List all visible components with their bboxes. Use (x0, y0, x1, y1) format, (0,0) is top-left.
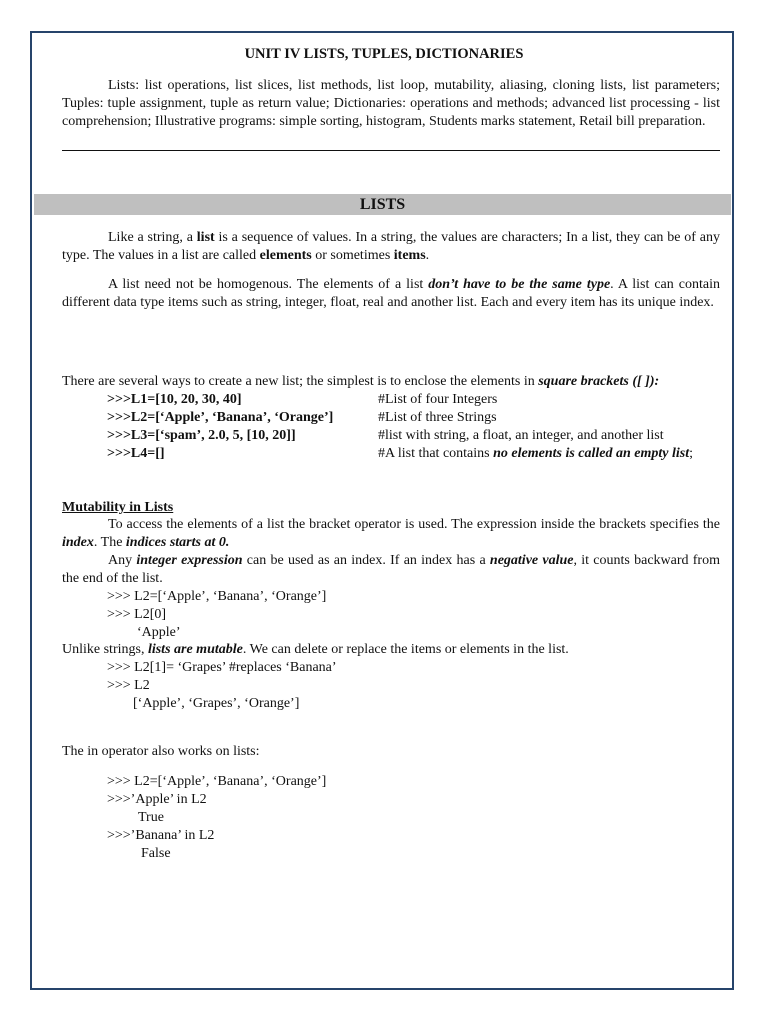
section-title-lists: LISTS (34, 194, 731, 215)
code-line: >>>’Apple’ in L2 (107, 792, 207, 807)
create-list-intro: There are several ways to create a new list; the simplest is to enclose the elements in square brackets ([ ]): (62, 374, 660, 389)
code-output: [‘Apple’, ‘Grapes’, ‘Orange’] (133, 696, 300, 711)
mutability-paragraph-1: To access the elements of a list the bracket operator is used. The expression inside the brackets specifies the index. The indices starts at 0. (62, 517, 720, 550)
mutability-paragraph-2: Any integer expression can be used as an index. If an index has a negative value, it counts backward from the end of the list. (62, 553, 720, 586)
mutability-heading: Mutability in Lists (62, 500, 174, 515)
divider (62, 150, 720, 151)
code-output: ‘Apple’ (137, 625, 181, 640)
code-line-l3: >>>L3=[‘spam’, 2.0, 5, [10, 20]] (107, 428, 296, 443)
comment-l2: #List of three Strings (378, 410, 497, 425)
code-line: >>> L2=[‘Apple’, ‘Banana’, ‘Orange’] (107, 589, 327, 604)
comment-l1: #List of four Integers (378, 392, 498, 407)
syllabus-paragraph: Lists: list operations, list slices, list methods, list loop, mutability, aliasing, cloning lists, list parameters; Tuples: tuple assignment, tuple as return value; Dictionaries: operations and methods; advanced list processing - list comprehension; Illustrative programs: simple sorting, histogram, Students marks statement, Retail bill preparation. (62, 78, 720, 129)
code-line-l1: >>>L1=[10, 20, 30, 40] (107, 392, 242, 407)
code-line: >>>’Banana’ in L2 (107, 828, 215, 843)
code-line: >>> L2 (107, 678, 150, 693)
in-operator-text: The in operator also works on lists: (62, 744, 260, 759)
code-line-l4: >>>L4=[] (107, 446, 165, 461)
comment-l3: #list with string, a float, an integer, and another list (378, 428, 664, 443)
comment-l4: #A list that contains no elements is called an empty list; (378, 446, 693, 461)
code-line: >>> L2[1]= ‘Grapes’ #replaces ‘Banana’ (107, 660, 337, 675)
code-output: True (138, 810, 164, 825)
intro-paragraph-2: A list need not be homogenous. The elements of a list don’t have to be the same type. A list can contain different data type items such as string, integer, float, real and another list. Each and every item has its unique index. (62, 277, 720, 310)
unit-title: UNIT IV LISTS, TUPLES, DICTIONARIES (244, 46, 524, 62)
code-line: >>> L2=[‘Apple’, ‘Banana’, ‘Orange’] (107, 774, 327, 789)
code-output: False (141, 846, 171, 861)
code-line-l2: >>>L2=[‘Apple’, ‘Banana’, ‘Orange’] (107, 410, 334, 425)
code-line: >>> L2[0] (107, 607, 167, 622)
intro-paragraph-1: Like a string, a list is a sequence of values. In a string, the values are characters; In a list, they can be of any type. The values in a list are called elements or sometimes items. (62, 230, 720, 263)
mutability-paragraph-3: Unlike strings, lists are mutable. We can delete or replace the items or elements in the list. (62, 642, 569, 657)
